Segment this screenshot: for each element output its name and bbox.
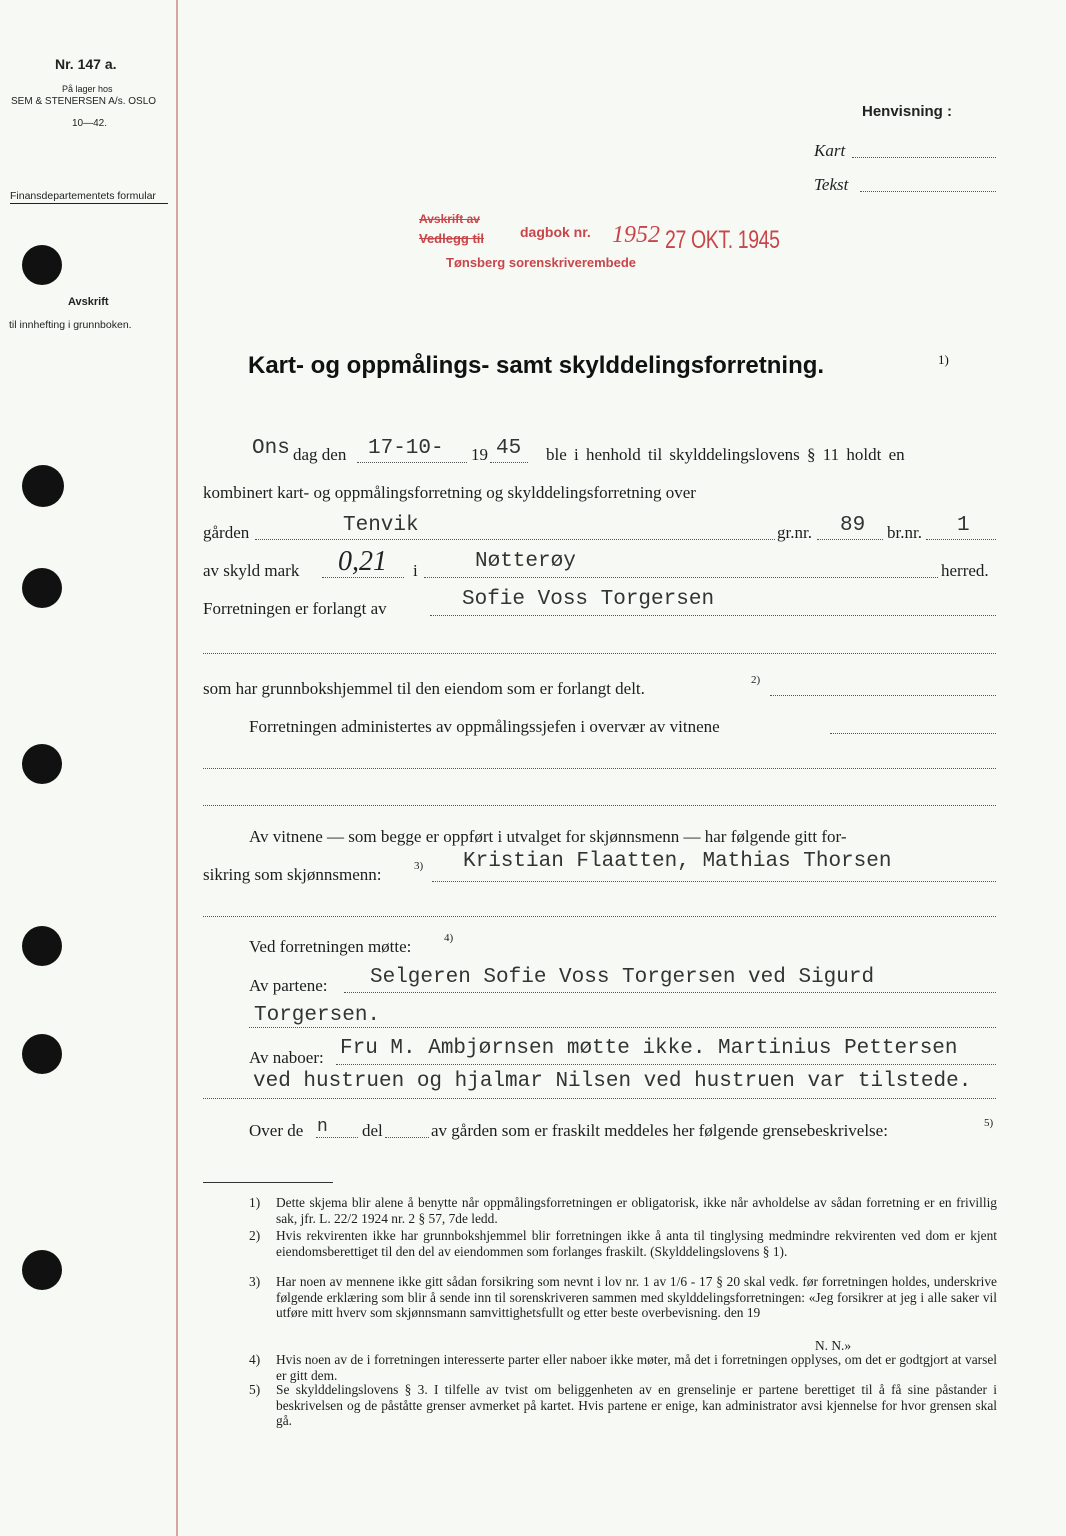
tekst-line (860, 191, 996, 192)
partene-line-2 (249, 1027, 996, 1028)
partene-value-1: Selgeren Sofie Voss Torgersen ved Sigurd (370, 966, 875, 989)
footnote-text: Hvis noen av de i forretningen interesserte parter eller naboer ikke møter, må det i forretningen opplyses, om det er godtgjort at varsel er gitt dem. (276, 1352, 997, 1383)
administrert-line: Forretningen administertes av oppmålingssjefen i overvær av vitnene (249, 717, 720, 736)
naboer-value-2: ved hustruen og hjalmar Nilsen ved hustruen var tilstede. (253, 1070, 972, 1093)
hjemmel-line: som har grunnbokshjemmel til den eiendom som er forlangt delt. (203, 679, 645, 698)
vitner-blank-1 (203, 768, 996, 769)
date-filled: 17-10- (368, 437, 444, 460)
document-title: Kart- og oppmålings- samt skylddelingsforretning. (248, 352, 825, 379)
stamp-date: 27 OKT. 1945 (665, 226, 780, 254)
punch-hole (22, 1250, 62, 1290)
footnote-3 (249, 1274, 997, 1321)
skyld-value: 0,21 (338, 546, 387, 577)
partene-line (344, 992, 996, 993)
over-line (316, 1137, 358, 1138)
line1-rest: ble i henhold til skylddelingslovens § 11 holdt en (546, 445, 905, 464)
copy-label: Avskrift (68, 296, 109, 308)
i-label: i (413, 561, 418, 580)
partene-value-2: Torgersen. (254, 1004, 381, 1027)
footnote-2 (249, 1228, 997, 1259)
stamp-dagbok-number: 1952 (612, 222, 660, 248)
naboer-line-2 (203, 1098, 996, 1099)
grnr-line (817, 539, 883, 540)
over-value: n (317, 1117, 328, 1137)
garden-value: Tenvik (343, 514, 419, 537)
grnr-value: 89 (840, 514, 866, 537)
footnote-1 (249, 1195, 997, 1226)
margin-rule (176, 0, 178, 1536)
del-label: del (362, 1121, 383, 1140)
footnote-number: 1) (249, 1195, 261, 1210)
punch-hole (22, 1034, 62, 1074)
naboer-value-1: Fru M. Ambjørnsen møtte ikke. Martinius Pettersen (340, 1037, 958, 1060)
footnote-rule (203, 1182, 333, 1183)
dag-den-label: dag den (293, 445, 347, 464)
footnote-5 (249, 1382, 997, 1429)
hjemmel-fill (770, 695, 996, 696)
punch-hole (22, 744, 62, 784)
vitner-note: 3) (414, 860, 424, 872)
punch-hole (22, 465, 64, 507)
publisher-line-2: SEM & STENERSEN A/s. OSLO (11, 96, 157, 107)
stamp-line1a: Avskrift av (419, 212, 480, 226)
herred-line (424, 577, 938, 578)
administrert-fill (830, 733, 996, 734)
hjemmel-note: 2) (751, 674, 761, 686)
garden-line (255, 539, 775, 540)
footnote-number: 3) (249, 1274, 261, 1289)
date-line (357, 462, 467, 463)
weekday-filled: Ons (252, 437, 290, 460)
vitner-value: Kristian Flaatten, Mathias Thorsen (463, 850, 892, 873)
footnote-number: 2) (249, 1228, 261, 1243)
footnote-text: Hvis rekvirenten ikke har grunnbokshjemmel blir forretningen ikke å anta til tinglysing medmindre rekvirenten ved dom er kjent eiendomsberettiget til den del av eiendommen som forlanges fraskilt. (Skylddelingslovens § 1). (276, 1228, 997, 1259)
stamp-office: Tønsberg sorenskriverembede (446, 255, 637, 270)
vitner-blank-2 (203, 805, 996, 806)
over-rest: av gården som er fraskilt meddeles her følgende grensebeskrivelse: (431, 1121, 888, 1140)
footnote-number: 5) (249, 1382, 261, 1397)
vitner-line2: sikring som skjønnsmenn: (203, 865, 382, 884)
brnr-label: br.nr. (887, 523, 922, 542)
brnr-line (926, 539, 996, 540)
form-number: Nr. 147 a. (55, 56, 117, 72)
blank-line (203, 653, 996, 654)
over-note: 5) (984, 1117, 994, 1129)
footnote-3-signature: N. N.» (815, 1338, 852, 1353)
stamp-dagbok-label: dagbok nr. (520, 224, 591, 240)
year-filled: 45 (496, 437, 522, 460)
form-owner: Finansdepartementets formular (10, 190, 168, 204)
over-label: Over de (249, 1121, 304, 1140)
year-prefix: 19 (471, 445, 488, 464)
footnote-number: 4) (249, 1352, 261, 1367)
motte-note: 4) (444, 932, 454, 944)
kart-line (852, 157, 996, 158)
punch-hole (22, 568, 62, 608)
punch-hole (22, 245, 62, 285)
reference-title: Henvisning : (862, 103, 953, 120)
herred-label: herred. (941, 561, 989, 580)
brnr-value: 1 (957, 514, 970, 537)
motte-line: Ved forretningen møtte: (249, 937, 412, 956)
footnote-4 (249, 1352, 997, 1383)
vitner-fill (432, 881, 996, 882)
naboer-label: Av naboer: (249, 1048, 324, 1067)
stamp-line1b: Vedlegg til (419, 231, 485, 246)
skyld-label: av skyld mark (203, 561, 300, 580)
footnote-text: Dette skjema blir alene å benytte når oppmålingsforretningen er obligatorisk, ikke når avholdelse av sådan forretning er en frivillig sak, jfr. L. 22/2 1924 nr. 2 § 57, 7de ledd. (276, 1195, 997, 1226)
naboer-line (336, 1064, 996, 1065)
garden-label: gården (203, 523, 250, 542)
copy-purpose: til innhefting i grunnboken. (9, 319, 132, 331)
kart-label: Kart (814, 141, 846, 160)
forlangt-label: Forretningen er forlangt av (203, 599, 387, 618)
punch-hole (22, 926, 62, 966)
grnr-label: gr.nr. (777, 523, 812, 542)
vitner-line1: Av vitnene — som begge er oppført i utvalget for skjønnsmenn — har følgende gitt for- (249, 827, 847, 846)
vitner-blank-3 (203, 916, 996, 917)
forlangt-value: Sofie Voss Torgersen (462, 588, 715, 611)
forlangt-line (430, 615, 996, 616)
del-line (385, 1137, 429, 1138)
title-note: 1) (938, 352, 949, 367)
footnote-text: Se skylddelingslovens § 3. I tilfelle av tvist om beliggenheten av en grenselinje er partene berettiget til å få sine påstander i beskrivelsen og de påståtte grenser avmerket på kartet. Hvis partene er enige, kan administrator avsi kjennelse for hvor grensen skal gå. (276, 1382, 997, 1428)
year-line (490, 462, 528, 463)
herred-value: Nøtterøy (475, 550, 576, 573)
form-date: 10—42. (72, 118, 108, 129)
footnote-text: Har noen av mennene ikke gitt sådan forsikring som nevnt i lov nr. 1 av 1/6 - 17 § 20 skal vedk. før forretningen holdes, underskrive følgende erklæring som blir å sende inn til sorenskriveren sammen med skylddelingsforretningen: «Jeg forsikrer at jeg i alle saker vil utføre mitt hverv som skjønnsmann samvittighetsfullt og etter beste overbevisning. den 19 (276, 1274, 997, 1320)
partene-label: Av partene: (249, 976, 328, 995)
tekst-label: Tekst (814, 175, 849, 194)
line2: kombinert kart- og oppmålingsforretning og skylddelingsforretning over (203, 483, 696, 502)
publisher-line-1: På lager hos (62, 84, 113, 94)
